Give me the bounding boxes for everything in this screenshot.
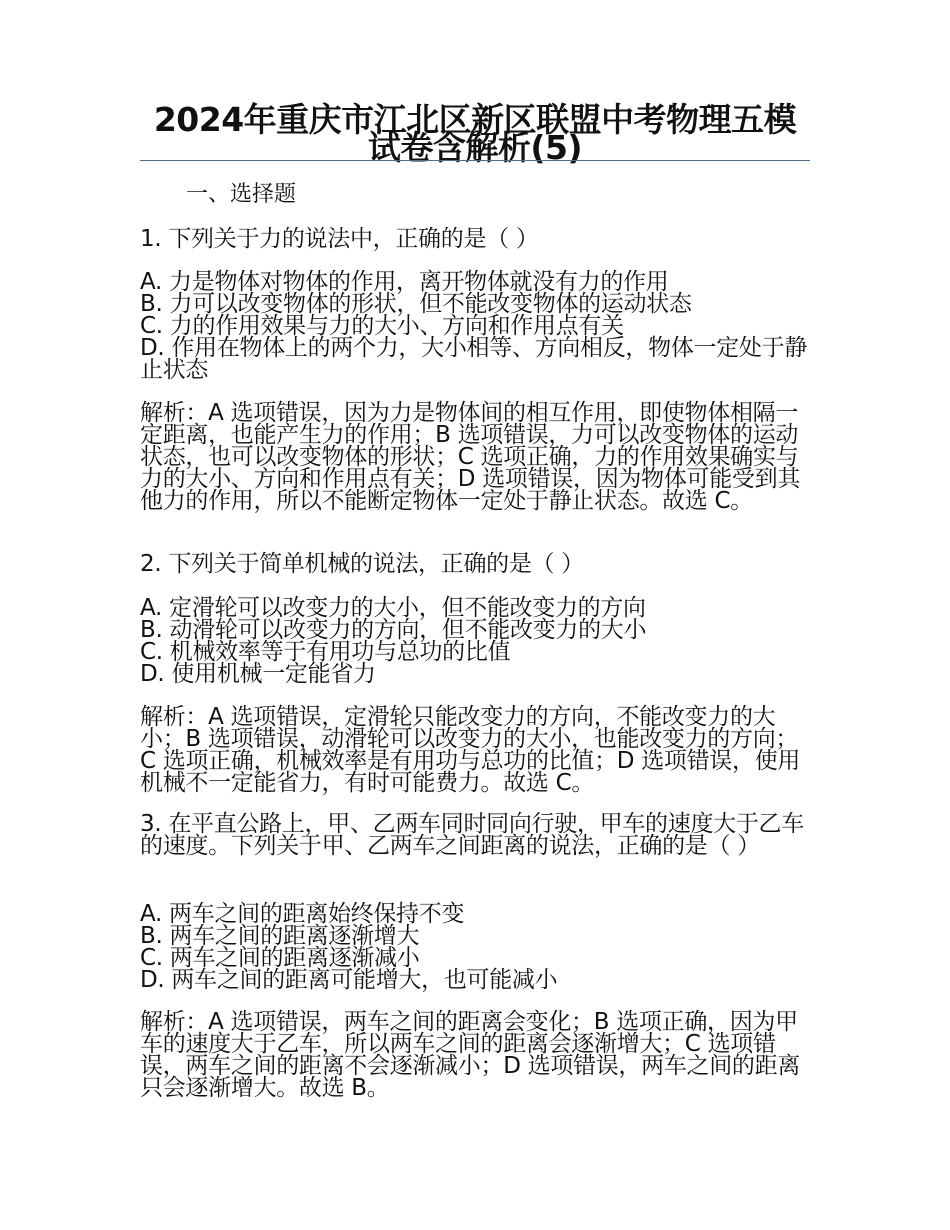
section-heading: 一、选择题	[186, 182, 297, 207]
question-1-option-b: B. 力可以改变物体的形状，但不能改变物体的运动状态	[140, 291, 692, 317]
question-1-analysis: 解析：A 选项错误，因为力是物体间的相互作用，即使物体相隔一定距离，也能产生力的作用；B 选项错误，力可以改变物体的运动状态，也可以改变物体的形状；C 选项正确，力的作用效果确实与力的大小、方向和作用点有关；D 选项错误，因为物体可能受到其他力的作用，所以不能断定物体一定处于静止状态。故选 C。	[140, 400, 801, 514]
document-title: 2024年重庆市江北区新区联盟中考物理五模试卷含解析(5)	[153, 100, 797, 167]
question-2-analysis: 解析：A 选项错误，定滑轮只能改变力的方向，不能改变力的大小；B 选项错误，动滑轮可以改变力的大小，也能改变力的方向；C 选项正确，机械效率是有用功与总功的比值；D 选项错误，使用机械不一定能省力，有时可能费力。故选 C。	[140, 704, 801, 796]
question-3-analysis: 解析：A 选项错误，两车之间的距离会变化；B 选项正确，因为甲车的速度大于乙车，所以两车之间的距离会逐渐增大；C 选项错误，两车之间的距离不会逐渐减小；D 选项错误，两车之间的距离只会逐渐增大。故选 B。	[140, 1009, 801, 1101]
question-1-stem: 1. 下列关于力的说法中，正确的是（ ）	[140, 226, 539, 252]
question-1-option-c: C. 力的作用效果与力的大小、方向和作用点有关	[140, 313, 624, 339]
title-divider	[140, 160, 810, 161]
question-2-stem: 2. 下列关于简单机械的说法，正确的是（ ）	[140, 551, 584, 577]
question-3-stem: 3. 在平直公路上，甲、乙两车同时同向行驶，甲车的速度大于乙车的速度。下列关于甲、乙两车之间距离的说法，正确的是（ ）	[140, 811, 804, 859]
question-1-option-a: A. 力是物体对物体的作用，离开物体就没有力的作用	[140, 269, 669, 295]
question-2-option-d: D. 使用机械一定能省力	[140, 661, 376, 687]
question-1-options	[140, 271, 812, 381]
question-3-option-d: D. 两车之间的距离可能增大，也可能减小	[140, 967, 558, 993]
question-2-options	[140, 597, 812, 685]
question-2-option-c: C. 机械效率等于有用功与总功的比值	[140, 639, 511, 665]
question-1-option-d: D. 作用在物体上的两个力，大小相等、方向相反，物体一定处于静止状态	[140, 335, 808, 383]
question-2-option-b: B. 动滑轮可以改变力的方向，但不能改变力的大小	[140, 617, 647, 643]
question-3-options	[140, 903, 812, 991]
question-2-option-a: A. 定滑轮可以改变力的大小，但不能改变力的方向	[140, 595, 646, 621]
question-3-option-a: A. 两车之间的距离始终保持不变	[140, 901, 465, 927]
question-3-option-c: C. 两车之间的距离逐渐减小	[140, 945, 420, 971]
question-3-option-b: B. 两车之间的距离逐渐增大	[140, 923, 420, 949]
